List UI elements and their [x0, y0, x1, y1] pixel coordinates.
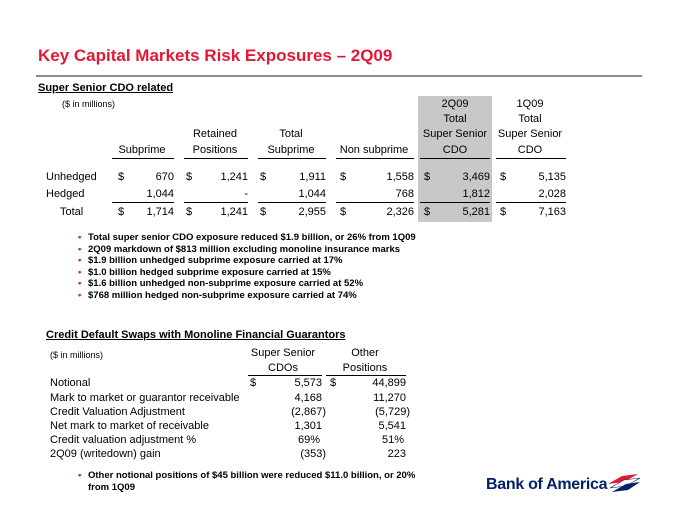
header-underline: [112, 158, 174, 159]
header-1q09-3: Super Senior: [497, 128, 563, 140]
cell-1q09-total: 7,163: [538, 206, 566, 218]
cell-subprime: 670: [155, 171, 174, 183]
currency-symbol: $: [250, 377, 257, 389]
header-non-subprime: Non subprime: [339, 144, 409, 156]
cds-super-senior-value: 1,301: [294, 420, 322, 432]
cds-super-senior-value: (2,867): [291, 406, 326, 418]
bullet-dot-icon: •: [78, 243, 82, 255]
section1-units: ($ in millions): [62, 99, 116, 109]
bullet-item: • $1.9 billion unhedged subprime exposure carried at 17%: [78, 255, 343, 267]
cds-other-value: 11,270: [373, 392, 406, 404]
bullet-item: • $1.0 billion hedged subprime exposure carried at 15%: [78, 266, 331, 278]
cell-1q09-total: 2,028: [538, 188, 566, 200]
row-label-unhedged: Unhedged: [46, 171, 97, 183]
bullet-item: • $768 million hedged non-subprime exposure carried at 74%: [78, 289, 357, 301]
header-other-1: Other: [351, 347, 379, 359]
total-rule: [496, 202, 566, 203]
bullet-dot-icon: •: [78, 266, 82, 278]
header-2q09-3: Super Senior: [422, 128, 488, 140]
header-2q09-2: Total: [443, 113, 467, 125]
cds-super-senior-value: (353): [300, 448, 326, 460]
logo-text: Bank of America: [486, 476, 608, 493]
currency-symbol: $: [186, 206, 193, 218]
cell-retained: -: [244, 188, 248, 200]
header-total-subprime-1: Total: [279, 128, 303, 140]
currency-symbol: $: [330, 377, 337, 389]
cell-non-subprime: 768: [395, 188, 414, 200]
total-rule: [258, 202, 326, 203]
row-label-hedged: Hedged: [46, 188, 85, 200]
section1-heading: Super Senior CDO related: [38, 82, 174, 94]
header-total-subprime-2: Subprime: [267, 144, 315, 156]
header-2q09-4: CDO: [442, 144, 468, 156]
header-other-2: Positions: [342, 362, 388, 374]
cell-total-subprime: 1,044: [298, 188, 326, 200]
cell-total-subprime: 2,955: [298, 206, 326, 218]
bank-of-america-logo: [486, 470, 636, 500]
cds-super-senior-value: 4,168: [294, 392, 322, 404]
bullet-item: • $1.6 billion unhedged non-subprime exposure carried at 52%: [78, 278, 364, 290]
bullet-dot-icon: •: [78, 470, 82, 481]
cell-total-subprime: 1,911: [299, 171, 326, 183]
section1-bullets: [78, 232, 416, 302]
header-1q09-2: Total: [518, 113, 542, 125]
total-rule: [184, 202, 248, 203]
section2-bullets: [78, 470, 415, 493]
currency-symbol: $: [340, 206, 347, 218]
header-underline: [420, 158, 490, 159]
cds-row-label: Credit valuation adjustment %: [50, 434, 197, 446]
currency-symbol: $: [260, 171, 267, 183]
cds-row-label: Net mark to market of receivable: [50, 420, 209, 432]
header-underline: [326, 375, 406, 376]
cds-other-value: 223: [387, 448, 406, 460]
currency-symbol: $: [118, 171, 125, 183]
cds-row-label: Notional: [50, 377, 91, 389]
bullet-continuation: from 1Q09: [88, 481, 135, 493]
bullet-dot-icon: •: [78, 255, 82, 267]
cell-1q09-total: 5,135: [538, 171, 566, 183]
currency-symbol: $: [424, 206, 431, 218]
cds-other-value: 5,541: [378, 420, 406, 432]
header-underline: [336, 158, 414, 159]
cds-other-value: 44,899: [372, 377, 406, 389]
bullet-dot-icon: •: [78, 232, 82, 243]
section2-units: ($ in millions): [50, 350, 104, 360]
bullet-dot-icon: •: [78, 278, 82, 290]
currency-symbol: $: [340, 171, 347, 183]
header-subprime: Subprime: [118, 144, 166, 156]
cds-row-label: Credit Valuation Adjustment: [50, 406, 185, 418]
currency-symbol: $: [118, 206, 125, 218]
header-1q09-4: CDO: [517, 144, 543, 156]
cell-2q09-total: 3,469: [462, 171, 490, 183]
cds-row-label: Mark to market or guarantor receivable: [50, 392, 240, 404]
header-underline: [184, 158, 248, 159]
flag-icon: [606, 472, 640, 494]
currency-symbol: $: [500, 171, 507, 183]
cell-non-subprime: 2,326: [386, 206, 414, 218]
header-super-senior-2: CDOs: [268, 362, 298, 374]
header-super-senior-1: Super Senior: [250, 347, 316, 359]
cell-subprime: 1,714: [146, 206, 174, 218]
bullet-item: • Total super senior CDO exposure reduced $1.9 billion, or 26% from 1Q09: [78, 232, 416, 243]
total-rule: [420, 202, 490, 203]
cell-2q09-total: 5,281: [462, 206, 490, 218]
page-title: Key Capital Markets Risk Exposures – 2Q09: [38, 46, 393, 65]
currency-symbol: $: [186, 171, 193, 183]
row-label-total: Total: [60, 206, 84, 218]
currency-symbol: $: [500, 206, 507, 218]
header-1q09-1: 1Q09: [516, 98, 544, 110]
bullet-dot-icon: •: [78, 289, 82, 301]
header-underline: [496, 158, 566, 159]
total-rule: [336, 202, 414, 203]
cds-other-value: 51%: [381, 434, 404, 446]
bullet-item: • Other notional positions of $45 billion were reduced $11.0 billion, or 20%: [78, 470, 416, 481]
currency-symbol: $: [260, 206, 267, 218]
currency-symbol: $: [424, 171, 431, 183]
header-underline: [248, 375, 322, 376]
section2-heading: Credit Default Swaps with Monoline Financial Guarantors: [46, 329, 346, 341]
cell-subprime: 1,044: [146, 188, 174, 200]
cell-retained: 1,241: [220, 206, 248, 218]
header-retained-2: Positions: [192, 144, 238, 156]
cds-super-senior-value: 5,573: [294, 377, 322, 389]
cds-other-value: (5,729): [375, 406, 410, 418]
header-retained-1: Retained: [192, 128, 238, 140]
cell-retained: 1,241: [220, 171, 248, 183]
title-divider: [36, 75, 642, 77]
cell-2q09-total: 1,812: [462, 188, 490, 200]
cds-row-label: 2Q09 (writedown) gain: [50, 448, 161, 460]
header-underline: [258, 158, 326, 159]
cds-super-senior-value: 69%: [297, 434, 320, 446]
header-2q09-1: 2Q09: [441, 98, 469, 110]
bullet-item: • 2Q09 markdown of $813 million excluding monoline insurance marks: [78, 243, 401, 255]
cell-non-subprime: 1,558: [386, 171, 414, 183]
total-rule: [112, 202, 174, 203]
